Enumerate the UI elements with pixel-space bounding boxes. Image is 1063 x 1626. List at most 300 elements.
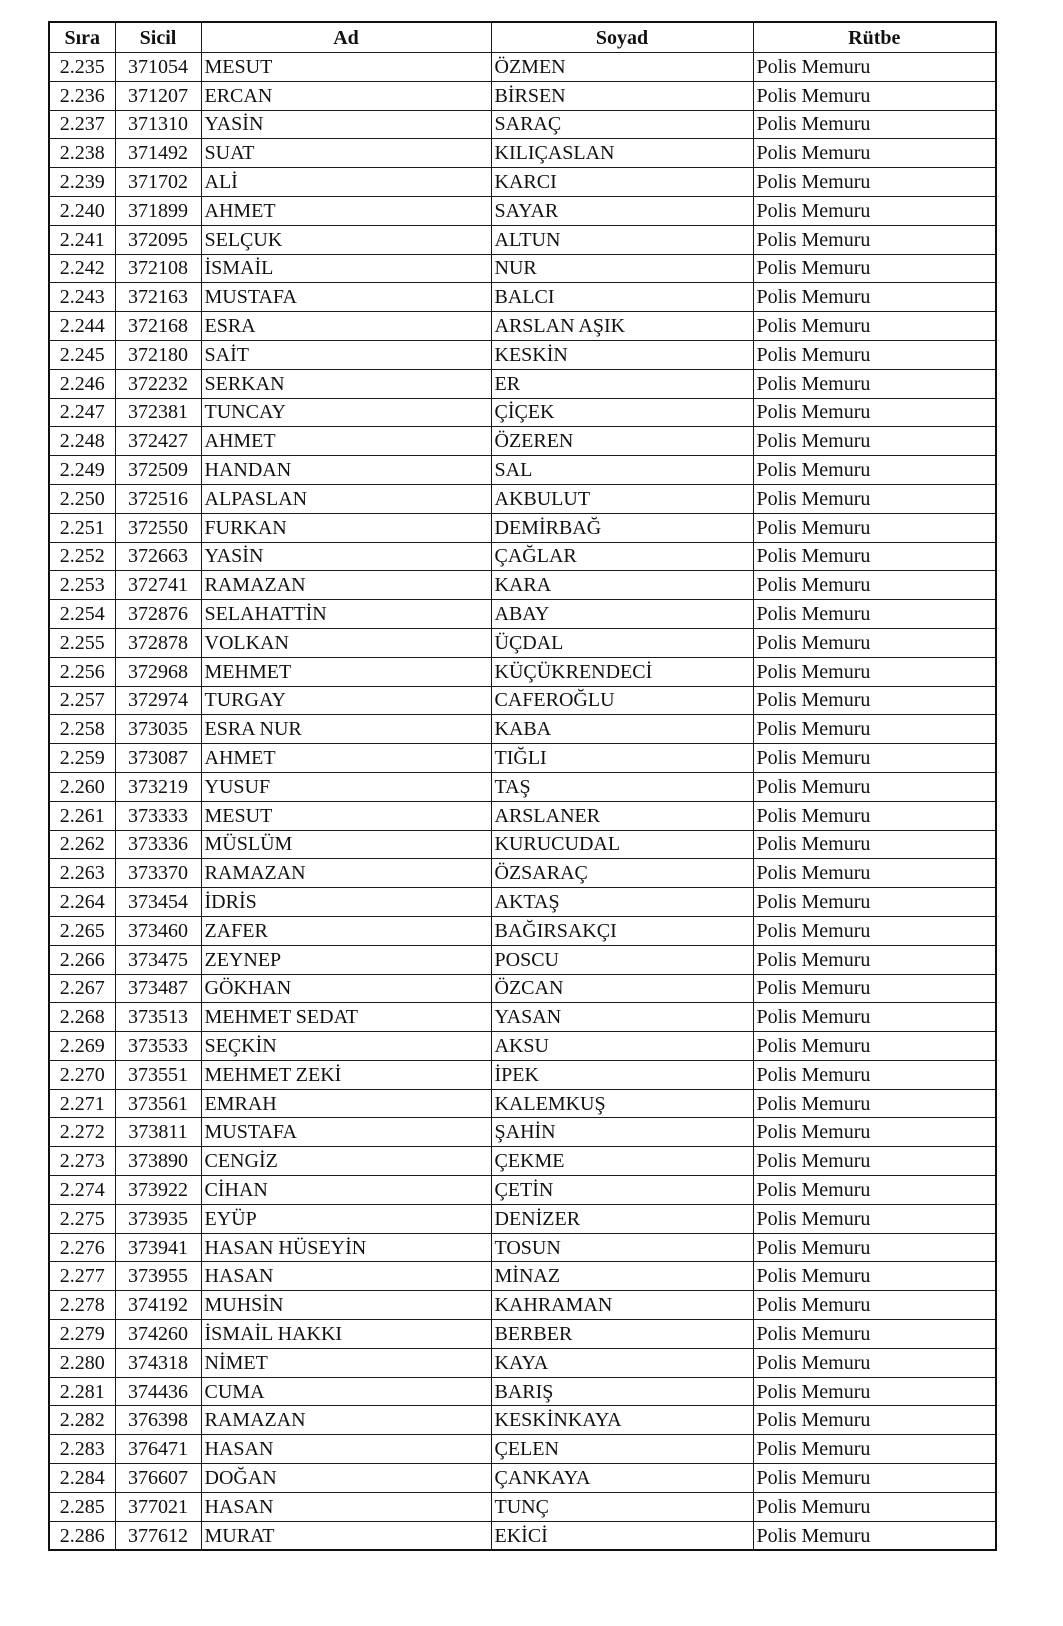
cell-rutbe: Polis Memuru (753, 1176, 996, 1205)
cell-sicil: 373561 (115, 1089, 201, 1118)
cell-ad: MUHSİN (201, 1291, 491, 1320)
header-sicil: Sicil (115, 22, 201, 53)
cell-ad: HASAN (201, 1492, 491, 1521)
cell-sira: 2.259 (49, 744, 115, 773)
cell-sira: 2.237 (49, 110, 115, 139)
cell-sira: 2.245 (49, 340, 115, 369)
cell-sicil: 374436 (115, 1377, 201, 1406)
cell-rutbe: Polis Memuru (753, 1320, 996, 1349)
cell-sicil: 372974 (115, 686, 201, 715)
cell-sicil: 373890 (115, 1147, 201, 1176)
cell-ad: VOLKAN (201, 628, 491, 657)
table-row (49, 657, 996, 686)
cell-rutbe: Polis Memuru (753, 916, 996, 945)
cell-soyad: ARSLANER (491, 801, 753, 830)
cell-sicil: 372232 (115, 369, 201, 398)
cell-ad: RAMAZAN (201, 859, 491, 888)
cell-ad: ZEYNEP (201, 945, 491, 974)
cell-sicil: 374260 (115, 1320, 201, 1349)
table-row (49, 1233, 996, 1262)
cell-sicil: 372168 (115, 312, 201, 341)
cell-rutbe: Polis Memuru (753, 1406, 996, 1435)
cell-rutbe: Polis Memuru (753, 312, 996, 341)
cell-sira: 2.270 (49, 1060, 115, 1089)
cell-ad: MESUT (201, 801, 491, 830)
cell-sira: 2.248 (49, 427, 115, 456)
cell-ad: NİMET (201, 1348, 491, 1377)
cell-rutbe: Polis Memuru (753, 1118, 996, 1147)
table-row (49, 744, 996, 773)
cell-ad: YASİN (201, 110, 491, 139)
cell-rutbe: Polis Memuru (753, 1435, 996, 1464)
table-row (49, 600, 996, 629)
cell-sicil: 372663 (115, 542, 201, 571)
cell-soyad: KALEMKUŞ (491, 1089, 753, 1118)
cell-sicil: 372180 (115, 340, 201, 369)
cell-rutbe: Polis Memuru (753, 1521, 996, 1550)
cell-sicil: 373955 (115, 1262, 201, 1291)
cell-soyad: İPEK (491, 1060, 753, 1089)
table-row (49, 225, 996, 254)
cell-rutbe: Polis Memuru (753, 945, 996, 974)
table-row (49, 168, 996, 197)
cell-sira: 2.266 (49, 945, 115, 974)
cell-soyad: ÖZCAN (491, 974, 753, 1003)
table-row (49, 340, 996, 369)
cell-soyad: KESKİN (491, 340, 753, 369)
table-row (49, 1204, 996, 1233)
personnel-table (48, 21, 997, 1551)
cell-rutbe: Polis Memuru (753, 1291, 996, 1320)
cell-sicil: 374192 (115, 1291, 201, 1320)
cell-sicil: 377021 (115, 1492, 201, 1521)
cell-sira: 2.250 (49, 484, 115, 513)
cell-sira: 2.254 (49, 600, 115, 629)
cell-ad: İDRİS (201, 888, 491, 917)
cell-rutbe: Polis Memuru (753, 398, 996, 427)
cell-soyad: ÖZSARAÇ (491, 859, 753, 888)
table-row (49, 1521, 996, 1550)
cell-rutbe: Polis Memuru (753, 225, 996, 254)
cell-soyad: ÇAĞLAR (491, 542, 753, 571)
cell-soyad: ABAY (491, 600, 753, 629)
cell-ad: MUSTAFA (201, 283, 491, 312)
table-row (49, 1464, 996, 1493)
cell-sicil: 371207 (115, 81, 201, 110)
table-row (49, 1176, 996, 1205)
cell-sicil: 371899 (115, 196, 201, 225)
cell-sira: 2.251 (49, 513, 115, 542)
cell-rutbe: Polis Memuru (753, 686, 996, 715)
cell-sicil: 373460 (115, 916, 201, 945)
table-row (49, 1262, 996, 1291)
cell-soyad: CAFEROĞLU (491, 686, 753, 715)
table-row (49, 1406, 996, 1435)
cell-rutbe: Polis Memuru (753, 974, 996, 1003)
cell-rutbe: Polis Memuru (753, 1262, 996, 1291)
cell-soyad: MİNAZ (491, 1262, 753, 1291)
cell-soyad: KARA (491, 571, 753, 600)
cell-ad: AHMET (201, 196, 491, 225)
cell-soyad: AKTAŞ (491, 888, 753, 917)
cell-rutbe: Polis Memuru (753, 484, 996, 513)
cell-ad: DOĞAN (201, 1464, 491, 1493)
table-row (49, 196, 996, 225)
cell-ad: TUNCAY (201, 398, 491, 427)
table-row (49, 1348, 996, 1377)
cell-sicil: 373035 (115, 715, 201, 744)
table-row (49, 974, 996, 1003)
cell-ad: ERCAN (201, 81, 491, 110)
cell-sira: 2.246 (49, 369, 115, 398)
header-sira: Sıra (49, 22, 115, 53)
cell-soyad: YASAN (491, 1003, 753, 1032)
table-row (49, 1118, 996, 1147)
cell-soyad: BERBER (491, 1320, 753, 1349)
cell-rutbe: Polis Memuru (753, 1032, 996, 1061)
table-header (49, 22, 996, 53)
table-row (49, 1089, 996, 1118)
table-row (49, 888, 996, 917)
cell-rutbe: Polis Memuru (753, 1003, 996, 1032)
cell-ad: ESRA NUR (201, 715, 491, 744)
cell-rutbe: Polis Memuru (753, 1492, 996, 1521)
cell-soyad: TAŞ (491, 772, 753, 801)
cell-rutbe: Polis Memuru (753, 196, 996, 225)
table-row (49, 1435, 996, 1464)
cell-sira: 2.286 (49, 1521, 115, 1550)
cell-sira: 2.275 (49, 1204, 115, 1233)
cell-sicil: 372876 (115, 600, 201, 629)
cell-rutbe: Polis Memuru (753, 1204, 996, 1233)
cell-sira: 2.261 (49, 801, 115, 830)
table-row (49, 513, 996, 542)
cell-rutbe: Polis Memuru (753, 801, 996, 830)
cell-ad: ALPASLAN (201, 484, 491, 513)
cell-rutbe: Polis Memuru (753, 1060, 996, 1089)
cell-sicil: 373533 (115, 1032, 201, 1061)
cell-soyad: ÖZEREN (491, 427, 753, 456)
cell-sira: 2.268 (49, 1003, 115, 1032)
cell-sira: 2.269 (49, 1032, 115, 1061)
cell-ad: MESUT (201, 53, 491, 82)
cell-sicil: 373811 (115, 1118, 201, 1147)
cell-sicil: 371702 (115, 168, 201, 197)
table-row (49, 312, 996, 341)
cell-sicil: 373370 (115, 859, 201, 888)
cell-ad: FURKAN (201, 513, 491, 542)
cell-sicil: 373941 (115, 1233, 201, 1262)
cell-sicil: 372550 (115, 513, 201, 542)
cell-ad: TURGAY (201, 686, 491, 715)
cell-ad: YUSUF (201, 772, 491, 801)
cell-sira: 2.235 (49, 53, 115, 82)
cell-rutbe: Polis Memuru (753, 657, 996, 686)
cell-sira: 2.262 (49, 830, 115, 859)
cell-rutbe: Polis Memuru (753, 340, 996, 369)
cell-rutbe: Polis Memuru (753, 1464, 996, 1493)
cell-soyad: BARIŞ (491, 1377, 753, 1406)
cell-rutbe: Polis Memuru (753, 81, 996, 110)
table-row (49, 715, 996, 744)
table-row (49, 427, 996, 456)
cell-sira: 2.242 (49, 254, 115, 283)
cell-sicil: 373454 (115, 888, 201, 917)
cell-soyad: TOSUN (491, 1233, 753, 1262)
cell-ad: MÜSLÜM (201, 830, 491, 859)
cell-sira: 2.238 (49, 139, 115, 168)
cell-rutbe: Polis Memuru (753, 542, 996, 571)
cell-rutbe: Polis Memuru (753, 139, 996, 168)
table-row (49, 542, 996, 571)
cell-soyad: DEMİRBAĞ (491, 513, 753, 542)
cell-ad: İSMAİL (201, 254, 491, 283)
table-row (49, 1377, 996, 1406)
cell-ad: YASİN (201, 542, 491, 571)
cell-soyad: TIĞLI (491, 744, 753, 773)
cell-sicil: 377612 (115, 1521, 201, 1550)
cell-soyad: ER (491, 369, 753, 398)
table-row (49, 81, 996, 110)
table-row (49, 686, 996, 715)
cell-sira: 2.240 (49, 196, 115, 225)
cell-sira: 2.277 (49, 1262, 115, 1291)
cell-soyad: TUNÇ (491, 1492, 753, 1521)
cell-soyad: KÜÇÜKRENDECİ (491, 657, 753, 686)
cell-rutbe: Polis Memuru (753, 571, 996, 600)
cell-sicil: 372381 (115, 398, 201, 427)
cell-soyad: POSCU (491, 945, 753, 974)
cell-ad: MEHMET (201, 657, 491, 686)
table-row (49, 945, 996, 974)
cell-soyad: AKSU (491, 1032, 753, 1061)
cell-soyad: KARCI (491, 168, 753, 197)
cell-soyad: KAHRAMAN (491, 1291, 753, 1320)
cell-sira: 2.252 (49, 542, 115, 571)
cell-soyad: SAYAR (491, 196, 753, 225)
table-row (49, 139, 996, 168)
cell-soyad: ÜÇDAL (491, 628, 753, 657)
table-row (49, 110, 996, 139)
cell-soyad: ÇELEN (491, 1435, 753, 1464)
table-body (49, 53, 996, 1551)
cell-sicil: 373219 (115, 772, 201, 801)
cell-sira: 2.276 (49, 1233, 115, 1262)
cell-rutbe: Polis Memuru (753, 1377, 996, 1406)
cell-sicil: 373087 (115, 744, 201, 773)
cell-sicil: 376398 (115, 1406, 201, 1435)
table-row (49, 398, 996, 427)
cell-rutbe: Polis Memuru (753, 283, 996, 312)
cell-ad: RAMAZAN (201, 1406, 491, 1435)
cell-sira: 2.283 (49, 1435, 115, 1464)
cell-sira: 2.263 (49, 859, 115, 888)
cell-ad: CENGİZ (201, 1147, 491, 1176)
header-row (49, 22, 996, 53)
cell-sira: 2.282 (49, 1406, 115, 1435)
cell-sira: 2.253 (49, 571, 115, 600)
cell-sira: 2.239 (49, 168, 115, 197)
cell-sira: 2.249 (49, 456, 115, 485)
cell-rutbe: Polis Memuru (753, 1089, 996, 1118)
table-row (49, 916, 996, 945)
cell-ad: SUAT (201, 139, 491, 168)
cell-soyad: ALTUN (491, 225, 753, 254)
cell-ad: MEHMET ZEKİ (201, 1060, 491, 1089)
cell-sira: 2.236 (49, 81, 115, 110)
cell-ad: SERKAN (201, 369, 491, 398)
cell-sicil: 373336 (115, 830, 201, 859)
cell-ad: SEÇKİN (201, 1032, 491, 1061)
cell-sira: 2.260 (49, 772, 115, 801)
table-row (49, 1003, 996, 1032)
table-row (49, 1492, 996, 1521)
cell-ad: SELAHATTİN (201, 600, 491, 629)
cell-ad: AHMET (201, 427, 491, 456)
table-row (49, 859, 996, 888)
cell-sira: 2.255 (49, 628, 115, 657)
cell-ad: CİHAN (201, 1176, 491, 1205)
cell-sicil: 376471 (115, 1435, 201, 1464)
cell-sira: 2.265 (49, 916, 115, 945)
table-row (49, 571, 996, 600)
table-row (49, 772, 996, 801)
cell-soyad: DENİZER (491, 1204, 753, 1233)
table-row (49, 1060, 996, 1089)
cell-ad: İSMAİL HAKKI (201, 1320, 491, 1349)
cell-soyad: ÇİÇEK (491, 398, 753, 427)
table-row (49, 801, 996, 830)
table-row (49, 283, 996, 312)
cell-ad: MEHMET SEDAT (201, 1003, 491, 1032)
cell-soyad: ÇETİN (491, 1176, 753, 1205)
cell-soyad: KESKİNKAYA (491, 1406, 753, 1435)
cell-soyad: KILIÇASLAN (491, 139, 753, 168)
cell-rutbe: Polis Memuru (753, 772, 996, 801)
table-row (49, 1147, 996, 1176)
table-row (49, 628, 996, 657)
cell-soyad: BALCI (491, 283, 753, 312)
cell-sicil: 373487 (115, 974, 201, 1003)
cell-rutbe: Polis Memuru (753, 888, 996, 917)
cell-sicil: 372427 (115, 427, 201, 456)
cell-sira: 2.247 (49, 398, 115, 427)
cell-sicil: 373475 (115, 945, 201, 974)
cell-rutbe: Polis Memuru (753, 110, 996, 139)
cell-ad: AHMET (201, 744, 491, 773)
cell-rutbe: Polis Memuru (753, 1348, 996, 1377)
cell-soyad: EKİCİ (491, 1521, 753, 1550)
table-row (49, 254, 996, 283)
cell-soyad: ARSLAN AŞIK (491, 312, 753, 341)
table-row (49, 1032, 996, 1061)
cell-soyad: SARAÇ (491, 110, 753, 139)
cell-ad: ALİ (201, 168, 491, 197)
cell-sicil: 372878 (115, 628, 201, 657)
cell-ad: CUMA (201, 1377, 491, 1406)
cell-rutbe: Polis Memuru (753, 744, 996, 773)
cell-ad: SAİT (201, 340, 491, 369)
cell-rutbe: Polis Memuru (753, 427, 996, 456)
cell-soyad: SAL (491, 456, 753, 485)
cell-ad: HASAN (201, 1262, 491, 1291)
cell-rutbe: Polis Memuru (753, 600, 996, 629)
cell-ad: GÖKHAN (201, 974, 491, 1003)
cell-sicil: 372968 (115, 657, 201, 686)
cell-sicil: 374318 (115, 1348, 201, 1377)
cell-sira: 2.278 (49, 1291, 115, 1320)
cell-sicil: 372741 (115, 571, 201, 600)
cell-sira: 2.271 (49, 1089, 115, 1118)
cell-ad: MUSTAFA (201, 1118, 491, 1147)
header-soyad: Soyad (491, 22, 753, 53)
cell-rutbe: Polis Memuru (753, 859, 996, 888)
cell-soyad: ŞAHİN (491, 1118, 753, 1147)
cell-sicil: 372509 (115, 456, 201, 485)
cell-ad: EYÜP (201, 1204, 491, 1233)
cell-soyad: AKBULUT (491, 484, 753, 513)
cell-rutbe: Polis Memuru (753, 830, 996, 859)
cell-ad: EMRAH (201, 1089, 491, 1118)
cell-sira: 2.244 (49, 312, 115, 341)
cell-ad: RAMAZAN (201, 571, 491, 600)
cell-sira: 2.273 (49, 1147, 115, 1176)
cell-sira: 2.258 (49, 715, 115, 744)
cell-soyad: ÇEKME (491, 1147, 753, 1176)
cell-ad: HASAN (201, 1435, 491, 1464)
cell-rutbe: Polis Memuru (753, 513, 996, 542)
cell-rutbe: Polis Memuru (753, 53, 996, 82)
cell-sicil: 372163 (115, 283, 201, 312)
cell-rutbe: Polis Memuru (753, 1147, 996, 1176)
cell-soyad: BAĞIRSAKÇI (491, 916, 753, 945)
cell-sira: 2.281 (49, 1377, 115, 1406)
table-row (49, 484, 996, 513)
cell-sira: 2.274 (49, 1176, 115, 1205)
cell-sicil: 372516 (115, 484, 201, 513)
cell-ad: HASAN HÜSEYİN (201, 1233, 491, 1262)
cell-rutbe: Polis Memuru (753, 715, 996, 744)
cell-sira: 2.272 (49, 1118, 115, 1147)
cell-sira: 2.264 (49, 888, 115, 917)
cell-sicil: 376607 (115, 1464, 201, 1493)
cell-ad: MURAT (201, 1521, 491, 1550)
cell-sicil: 371054 (115, 53, 201, 82)
table-row (49, 1291, 996, 1320)
cell-soyad: KURUCUDAL (491, 830, 753, 859)
cell-ad: ZAFER (201, 916, 491, 945)
cell-rutbe: Polis Memuru (753, 168, 996, 197)
cell-soyad: NUR (491, 254, 753, 283)
cell-sicil: 371310 (115, 110, 201, 139)
header-rutbe: Rütbe (753, 22, 996, 53)
cell-ad: SELÇUK (201, 225, 491, 254)
cell-sira: 2.241 (49, 225, 115, 254)
cell-soyad: BİRSEN (491, 81, 753, 110)
cell-sicil: 373513 (115, 1003, 201, 1032)
cell-sicil: 371492 (115, 139, 201, 168)
cell-sira: 2.257 (49, 686, 115, 715)
cell-soyad: ÇANKAYA (491, 1464, 753, 1493)
cell-sira: 2.285 (49, 1492, 115, 1521)
cell-sira: 2.284 (49, 1464, 115, 1493)
cell-rutbe: Polis Memuru (753, 254, 996, 283)
cell-soyad: KABA (491, 715, 753, 744)
cell-sira: 2.243 (49, 283, 115, 312)
cell-sicil: 373551 (115, 1060, 201, 1089)
cell-soyad: ÖZMEN (491, 53, 753, 82)
cell-sira: 2.280 (49, 1348, 115, 1377)
